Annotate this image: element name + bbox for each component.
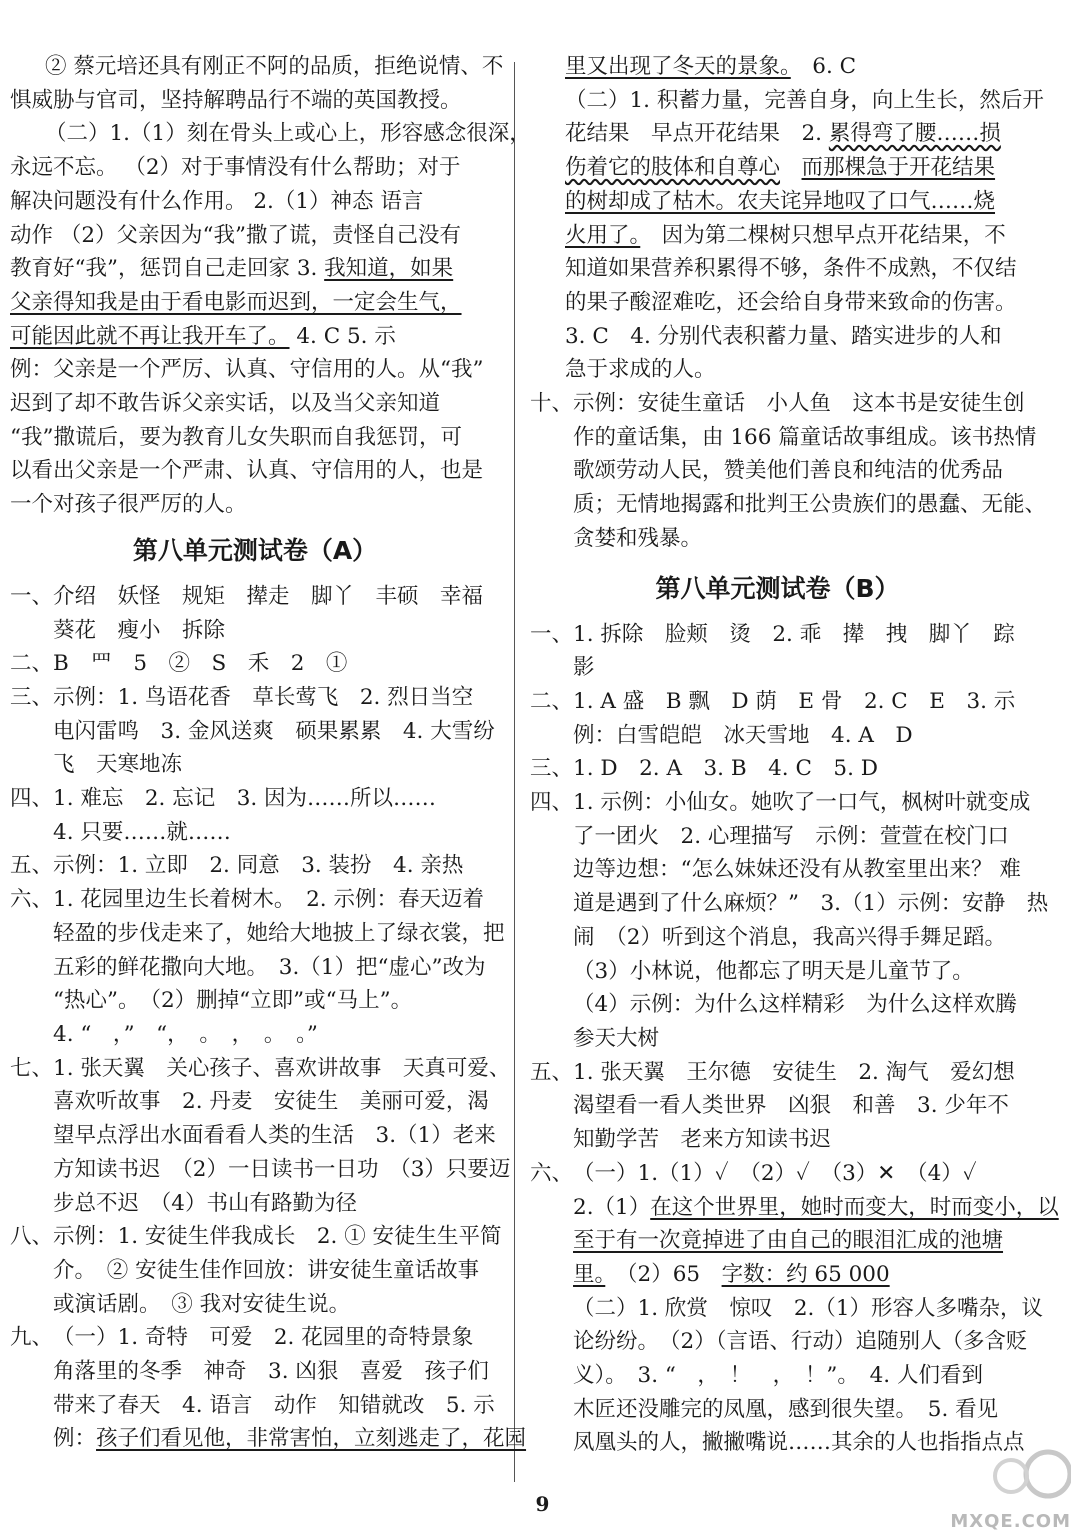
text-line: 葵花 瘦小 拆除	[53, 617, 226, 643]
underlined-answer: 至于有一次竟掉进了由自己的眼泪汇成的池塘	[573, 1228, 1004, 1254]
text-line	[530, 117, 1025, 151]
text-line: 带来了春天 4. 语言 动作 知错就改 5. 示	[53, 1392, 495, 1418]
text-span: 6. C	[790, 54, 857, 79]
watermark-stamp-icon	[953, 1436, 1071, 1506]
answer-section-4	[10, 782, 500, 849]
wavy-underlined-answer: 伤着它的肢体和自尊心	[565, 155, 781, 181]
underlined-answer: 父亲得知我是由于看电影而迟到，一定会生气，	[10, 289, 462, 315]
section-label: 十、	[530, 391, 574, 417]
text-line: 歌颂劳动人民，赞美他们善良和纯洁的优秀品	[573, 458, 1004, 484]
text-line: 示例：1. 鸟语花香 草长莺飞 2. 烈日当空	[53, 684, 474, 710]
text-line: 五彩的鲜花撒向大地。 3.（1）把“虚心”改为	[53, 954, 486, 980]
watermark-text: MXQE.COM	[950, 1511, 1071, 1532]
answer-section-b2	[530, 685, 1025, 752]
text-line: 贪婪和残暴。	[573, 525, 703, 551]
text-line: 示例：安徒生童话 小人鱼 这本书是安徒生创	[573, 391, 1025, 417]
text-line: ② 蔡元培还具有刚正不阿的品质，拒绝说情、不	[45, 54, 504, 79]
section-label: 五、	[530, 1059, 574, 1085]
answer-section-6	[10, 883, 505, 1052]
answer-section-2	[10, 647, 500, 681]
section-label: 六、	[10, 887, 54, 913]
text-line: 例：父亲是一个严厉、认真、守信用的人。从“我”	[10, 357, 484, 383]
underlined-answer: 而那棵急于开花结果	[801, 155, 996, 181]
text-line: 木匠还没雕完的凤凰，感到很失望。 5. 看见	[573, 1396, 999, 1422]
answer-section-1	[10, 580, 500, 647]
text-line	[573, 1191, 1059, 1225]
section-label: 六、	[530, 1160, 574, 1186]
text-line: （二）1.（1）刻在骨头上或心上，形容感念很深，	[45, 121, 531, 147]
text-line: 角落里的冬季 神奇 3. 凶狠 喜爱 孩子们	[53, 1359, 489, 1385]
answer-section-7	[10, 1052, 511, 1221]
text-line	[530, 151, 1025, 185]
text-line: 1. 拆除 脸颊 烫 2. 乖 撵 拽 脚丫 踪	[573, 621, 1015, 647]
text-line: 凤凰头的人，撇撇嘴说……其余的人也指指点点	[573, 1430, 1025, 1456]
text-span: （2）65	[605, 1261, 722, 1287]
section-label: 三、	[530, 756, 574, 782]
text-line: 4. “ ，” “， 。 ， 。 。”	[53, 1021, 318, 1047]
text-line	[10, 252, 500, 286]
text-line: “热心”。 （2）删掉“立即”或“马上”。	[53, 988, 413, 1014]
section-label: 四、	[10, 786, 54, 812]
text-line: 1. 张天翼 关心孩子、喜欢讲故事 天真可爱、	[53, 1055, 511, 1081]
text-line: 望早点浮出水面看看人类的生活 3.（1）老来	[53, 1123, 496, 1149]
text-line: 动作 （2）父亲因为“我”撒了谎，责怪自己没有	[10, 222, 461, 248]
text-line: 迟到了却不敢告诉父亲实话，以及当父亲知道	[10, 391, 441, 417]
text-line: 以看出父亲是一个严肃、认真、守信用的人，也是	[10, 458, 484, 484]
text-line	[530, 185, 1025, 219]
text-line: 道是遇到了什么麻烦？” 3.（1）示例：安静 热	[573, 891, 1049, 917]
text-line: 惧威胁与官司，坚持解聘品行不端的英国教授。	[10, 87, 462, 113]
text-span	[780, 155, 802, 180]
text-line: 了一团火 2. 心理描写 示例：萱萱在校门口	[573, 823, 1009, 849]
section-label: 五、	[10, 853, 54, 879]
underlined-answer: 我知道，如果	[324, 256, 454, 282]
underlined-answer: 字数：约 65 000	[721, 1261, 890, 1287]
text-line: 轻盈的步伐走来了，她给大地披上了绿衣裳，把	[53, 920, 505, 946]
text-line	[10, 320, 500, 354]
text-line: （二）1. 欣赏 惊叹 2.（1）形容人多嘴杂，议	[573, 1295, 1044, 1321]
text-line: 介绍 妖怪 规矩 撵走 脚丫 丰硕 幸福	[53, 583, 484, 609]
section-label: 七、	[10, 1055, 54, 1081]
text-line	[573, 1258, 1059, 1292]
text-line: 介。 ② 安徒生佳作回放：讲安徒生童话故事	[53, 1257, 480, 1283]
text-line: 步总不迟 （4）书山有路勤为径	[53, 1190, 357, 1216]
text-line: 1. 示例：小仙女。她吹了一口气，枫树叶就变成	[573, 790, 1031, 816]
section-title-b: 第八单元测试卷（B）	[655, 573, 900, 603]
text-line: 1. A 盛 B 飘 D 荫 E 骨 2. C E 3. 示	[573, 688, 1016, 714]
text-line: （一）1.（1）✓ （2）✓ （3）✕ （4）✓	[573, 1160, 977, 1186]
text-line: 义）。 3. “ ， ！ ， ！”。 4. 人们看到	[573, 1363, 983, 1389]
text-line: （一）1. 奇特 可爱 2. 花园里的奇特景象	[53, 1325, 474, 1351]
text-line: （3）小林说，他都忘了明天是儿童节了。	[573, 958, 974, 984]
text-line: 1. D 2. A 3. B 4. C 5. D	[573, 756, 879, 782]
text-line: 作的童话集，由 166 篇童话故事组成。该书热情	[573, 424, 1037, 450]
text-line: 的果子酸涩难吃，还会给自身带来致命的伤害。	[565, 289, 1017, 315]
answer-section-b4	[530, 786, 1049, 1056]
section-label: 二、	[530, 688, 574, 714]
text-line: 边等边想：“怎么妹妹还没有从教室里出来？ 难	[573, 857, 1021, 883]
section-label: 三、	[10, 684, 54, 710]
text-line: 示例：1. 安徒生伴我成长 2. ① 安徒生生平简	[53, 1224, 502, 1250]
text-line: 参天大树	[573, 1025, 660, 1051]
text-line: B 罒 5 ② S 禾 2 ①	[53, 651, 348, 677]
text-line: 永远不忘。 （2）对于事情没有什么帮助；对于	[10, 155, 461, 181]
page-number: 9	[535, 1492, 550, 1516]
text-line: 知道如果营养积累得不够，条件不成熟，不仅结	[565, 256, 1017, 282]
text-line: 闹 （2）听到这个消息，我高兴得手舞足蹈。	[573, 924, 1006, 950]
text-span: 2.（1）	[573, 1194, 651, 1220]
text-line: 喜欢听故事 2. 丹麦 安徒生 美丽可爱，渴	[53, 1089, 489, 1115]
section-label: 八、	[10, 1224, 54, 1250]
answer-section-9	[10, 1321, 527, 1456]
text-line: 1. 难忘 2. 忘记 3. 因为……所以……	[53, 786, 437, 812]
text-span: 4. C 5. 示	[289, 323, 396, 349]
underlined-answer: 火用了。	[565, 222, 641, 248]
text-span: 教育好“我”，惩罚自己走回家 3.	[10, 256, 325, 282]
text-line: 影	[573, 655, 595, 681]
text-line: 例：白雪皑皑 冰天雪地 4. A D	[573, 722, 913, 748]
section-label: 一、	[530, 621, 574, 647]
text-line: “我”撒谎后，要为教育儿女失职而自我惩罚，可	[10, 424, 462, 450]
text-line: （4）示例：为什么这样精彩 为什么这样欢腾	[573, 992, 1017, 1018]
underlined-answer: 在这个世界里，她时而变大，时而变小，以	[650, 1194, 1059, 1220]
left-column	[10, 50, 531, 1456]
text-line: 3. C 4. 分别代表积蓄力量、踏实进步的人和	[565, 323, 1002, 349]
text-line: （二）1. 积蓄力量，完善自身，向上生长，然后开	[565, 87, 1044, 113]
section-title-a: 第八单元测试卷（A）	[132, 535, 378, 565]
text-line: 解决问题没有什么作用。 2.（1）神态 语言	[10, 188, 424, 214]
text-line: 质；无情地揭露和批判王公贵族们的愚蠢、无能、	[573, 492, 1047, 518]
text-line	[530, 50, 1025, 84]
underlined-answer: 里又出现了冬天的景象。	[565, 54, 791, 79]
answer-section-10	[530, 387, 1047, 556]
text-span: 花结果 早点开花结果 2.	[565, 121, 829, 147]
answer-section-b3	[530, 752, 1025, 786]
answer-section-b1	[530, 618, 1025, 685]
answer-section-5	[10, 849, 500, 883]
text-line: 4. 只要……就……	[53, 819, 231, 845]
watermark-logo	[950, 1436, 1071, 1532]
text-line: 渴望看一看人类世界 凶狠 和善 3. 少年不	[573, 1093, 1009, 1119]
text-line: 论纷纷。 （2）（言语、行动）追随别人（多含贬	[573, 1329, 1028, 1355]
section-label: 二、	[10, 651, 54, 677]
answer-section-3	[10, 681, 500, 782]
answer-section-8	[10, 1220, 500, 1321]
section-label: 四、	[530, 790, 574, 816]
section-label: 一、	[10, 583, 54, 609]
text-line: 1. 张天翼 王尔德 安徒生 2. 淘气 爱幻想	[573, 1059, 1015, 1085]
answer-section-b5	[530, 1056, 1025, 1157]
text-line	[10, 286, 500, 320]
text-line: 知勤学苦 老来方知读书迟	[573, 1127, 832, 1153]
text-line: 急于求成的人。	[565, 357, 716, 383]
text-span: 例：	[53, 1426, 97, 1452]
wavy-underlined-answer: 累得弯了腰……损	[828, 121, 1001, 147]
text-line: 一个对孩子很严厉的人。	[10, 492, 247, 518]
underlined-answer: 里。	[573, 1261, 606, 1287]
text-line: 飞 天寒地冻	[53, 752, 183, 778]
text-line: 或演话剧。 ③ 我对安徒生说。	[53, 1291, 351, 1317]
text-line	[530, 219, 1025, 253]
text-line: 示例：1. 立即 2. 同意 3. 装扮 4. 亲热	[53, 853, 464, 879]
right-column	[530, 50, 1059, 1460]
underlined-answer: 的树却成了枯木。农夫诧异地叹了口气……烧	[565, 188, 996, 214]
underlined-answer: 可能因此就不再让我开车了。	[10, 323, 290, 349]
section-label: 九、	[10, 1325, 54, 1351]
text-line: 电闪雷鸣 3. 金风送爽 硕果累累 4. 大雪纷	[53, 718, 495, 744]
column-divider	[514, 62, 515, 1482]
text-line	[53, 1422, 526, 1456]
answer-section-b6	[530, 1157, 1059, 1460]
text-line	[573, 1224, 1059, 1258]
text-span: 因为第二棵树只想早点开花结果，不	[640, 222, 1006, 248]
text-line: 方知读书迟 （2）一日读书一日功 （3）只要迈	[53, 1156, 511, 1182]
underlined-answer: 孩子们看见他，非常害怕，立刻逃走了，花园	[96, 1426, 527, 1452]
text-line: 1. 花园里边生长着树木。 2. 示例：春天迈着	[53, 887, 484, 913]
